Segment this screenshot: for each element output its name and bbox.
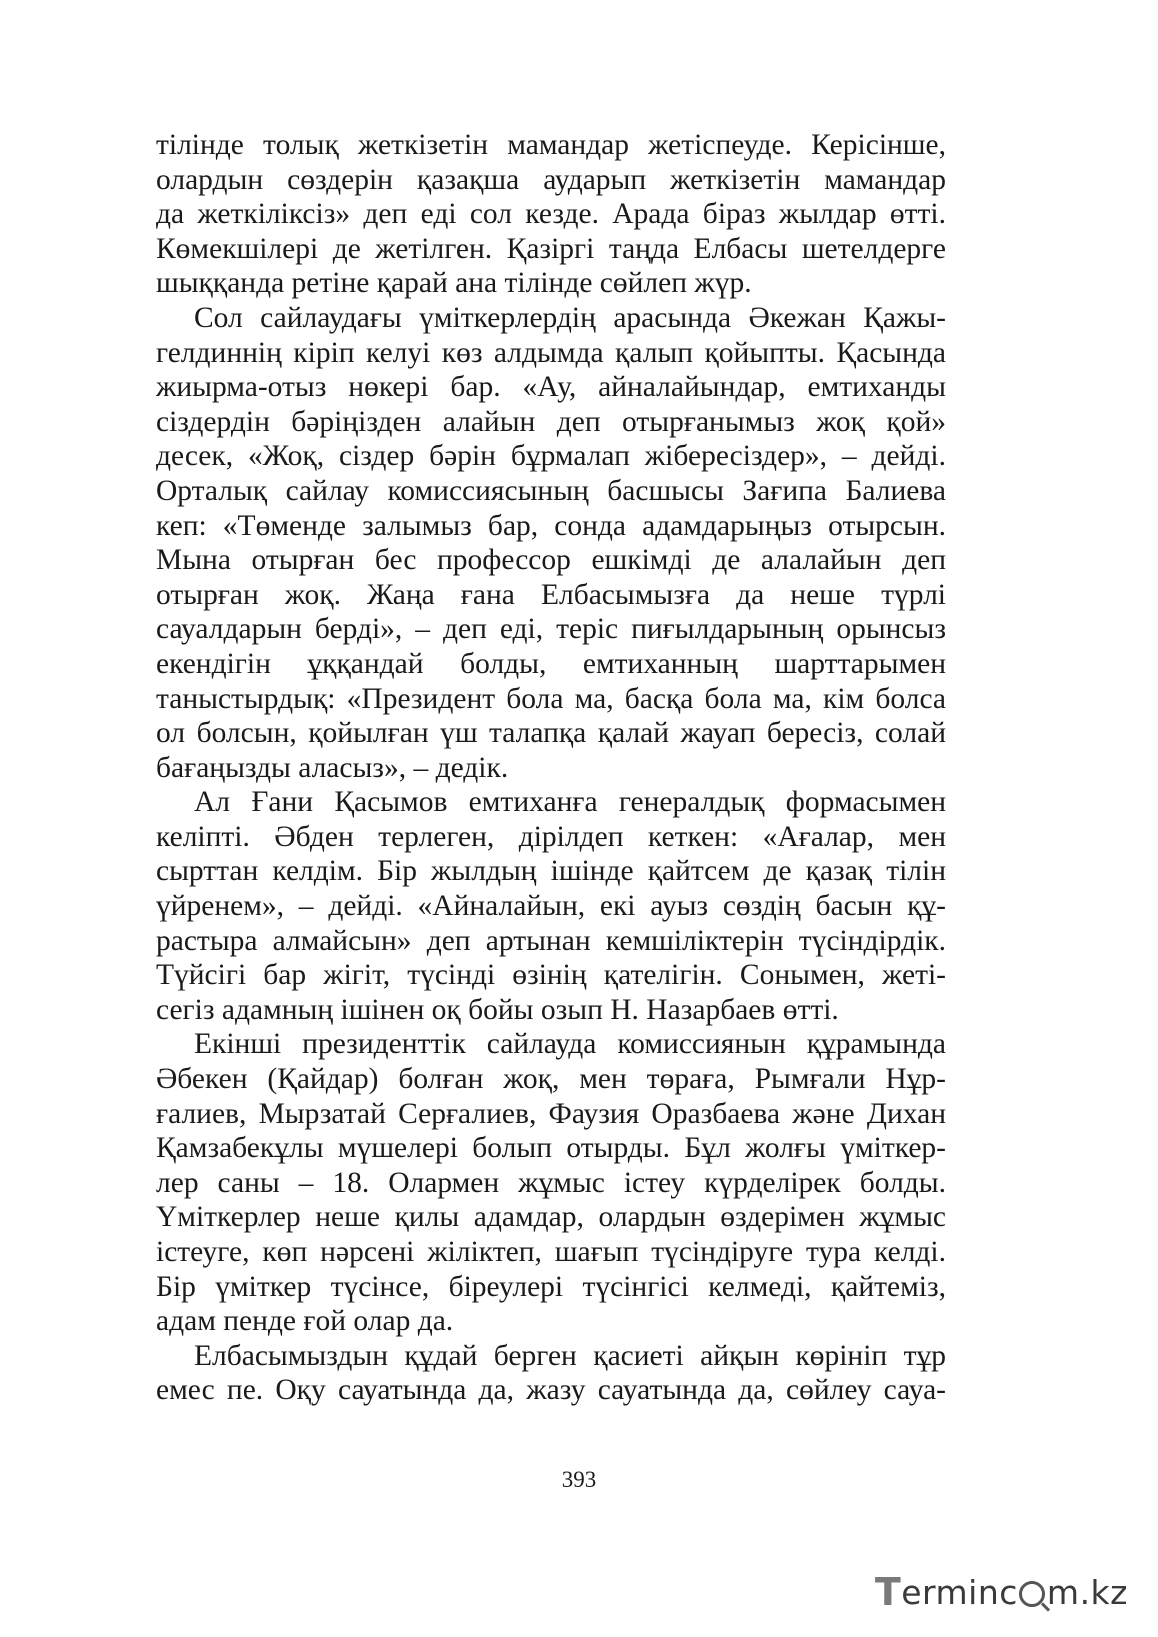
text-line: екендігін ұққандай болды, емтиханның шарттарымен	[156, 647, 946, 680]
text-line: Үміткерлер неше қилы адамдар, олардын өздерімен жұмыс	[156, 1201, 946, 1234]
text-line: тілінде толық жеткізетін мамандар жетіспеуде. Керісінше,	[156, 129, 946, 161]
text-line: Әбекен (Қайдар) болған жоқ, мен төраға, Рымғали Нұр-	[156, 1063, 946, 1096]
text-line: істеуге, көп нәрсені жіліктеп, шағып түсіндіруге тура келді.	[156, 1236, 946, 1268]
text-line: шыққанда ретіне қарай ана тілінде сөйлеп жүр.	[156, 267, 752, 300]
text-line: ғалиев, Мырзатай Серғалиев, Фаузия Оразбаева және Дихан	[156, 1097, 946, 1130]
text-line: таныстырдық: «Президент бола ма, басқа бола ма, кім болса	[156, 682, 946, 715]
paragraph	[156, 128, 946, 301]
termincom-watermark-logo	[875, 1570, 1128, 1614]
watermark-letter: T	[874, 1570, 902, 1614]
text-line: Қамзабекұлы мүшелері болып отырды. Бұл жолғы үміткер-	[156, 1132, 946, 1165]
text-line: келіпті. Әбден терлеген, дірілдеп кеткен: «Ағалар, мен	[156, 820, 946, 853]
text-line: сауалдарын берді», – деп еді, теріс пиғылдарының орынсыз	[156, 613, 946, 646]
text-line: Орталық сайлау комиссиясының басшысы Зағипа Балиева	[156, 474, 946, 507]
paragraph	[156, 785, 946, 1027]
text-line: Ал Ғани Қасымов емтиханға генералдық формасымен	[194, 786, 946, 819]
text-line: Көмекшілері де жетілген. Қазіргі таңда Елбасы шетелдерге	[156, 232, 946, 265]
text-line: гелдиннің кіріп келуі көз алдымда қалып қойыпты. Қасында	[156, 336, 946, 369]
text-line: олардын сөздерін қазақша аударып жеткізетін мамандар	[156, 163, 946, 196]
text-line: Екінші президенттік сайлауда комиссиянын құрамында	[194, 1028, 946, 1061]
text-line: сырттан келдім. Бір жылдың ішінде қайтсем де қазақ тілін	[156, 855, 946, 888]
text-line: Түйсігі бар жігіт, түсінді өзінің қателігін. Сонымен, жеті-	[156, 959, 946, 992]
text-line: бағаңызды аласыз», – дедік.	[156, 751, 509, 784]
watermark-domain: m.kz	[1046, 1572, 1128, 1612]
text-line: Сол сайлаудағы үміткерлердің арасында Әкежан Қажы-	[194, 301, 946, 334]
text-line: үйренем», – дейді. «Айналайын, екі ауыз сөздің басын құ-	[156, 890, 946, 923]
text-line: Бір үміткер түсінсе, біреулері түсінгісі келмеді, қайтеміз,	[156, 1270, 946, 1303]
magnifier-icon	[1019, 1581, 1045, 1607]
text-line: Мына отырған бес профессор ешкімді де алалайын деп	[156, 544, 946, 577]
text-line: сіздердін бәріңізден алайын деп отырғанымыз жоқ қой»	[156, 405, 946, 438]
page-body	[156, 128, 946, 1408]
paragraph	[156, 301, 946, 785]
text-line: растыра алмайсын» деп артынан кемшіліктерін түсіндірдік.	[156, 924, 946, 957]
text-line: ол болсын, қойылған үш талапқа қалай жауап бересіз, солай	[156, 717, 946, 750]
text-line: лер саны – 18. Олармен жұмыс істеу күрделірек болды.	[156, 1166, 946, 1199]
text-line: Елбасымыздын құдай берген қасиеті айқын көрініп тұр	[194, 1339, 946, 1372]
text-line: емес пе. Оқу сауатында да, жазу сауатында да, сөйлеу сауа-	[156, 1374, 946, 1407]
text-line: сегіз адамның ішінен оқ бойы озып Н. Назарбаев өтті.	[156, 993, 839, 1026]
text-line: отырған жоқ. Жаңа ғана Елбасымызға да неше түрлі	[156, 578, 946, 611]
text-line: десек, «Жоқ, сіздер бәрін бұрмалап жібересіздер», – дейді.	[156, 440, 946, 473]
text-line: кеп: «Төменде залымыз бар, сонда адамдарыңыз отырсын.	[156, 509, 946, 542]
text-line: жиырма-отыз нөкері бар. «Ау, айналайындар, емтиханды	[156, 371, 946, 404]
paragraph	[156, 1339, 946, 1408]
text-line: адам пенде ғой олар да.	[156, 1305, 454, 1338]
paragraph	[156, 1027, 946, 1338]
text-line: да жеткіліксіз» деп еді сол кезде. Арада біраз жылдар өтті.	[156, 198, 946, 231]
watermark-text: erminc	[901, 1572, 1018, 1612]
page-number: 393	[561, 1467, 597, 1492]
